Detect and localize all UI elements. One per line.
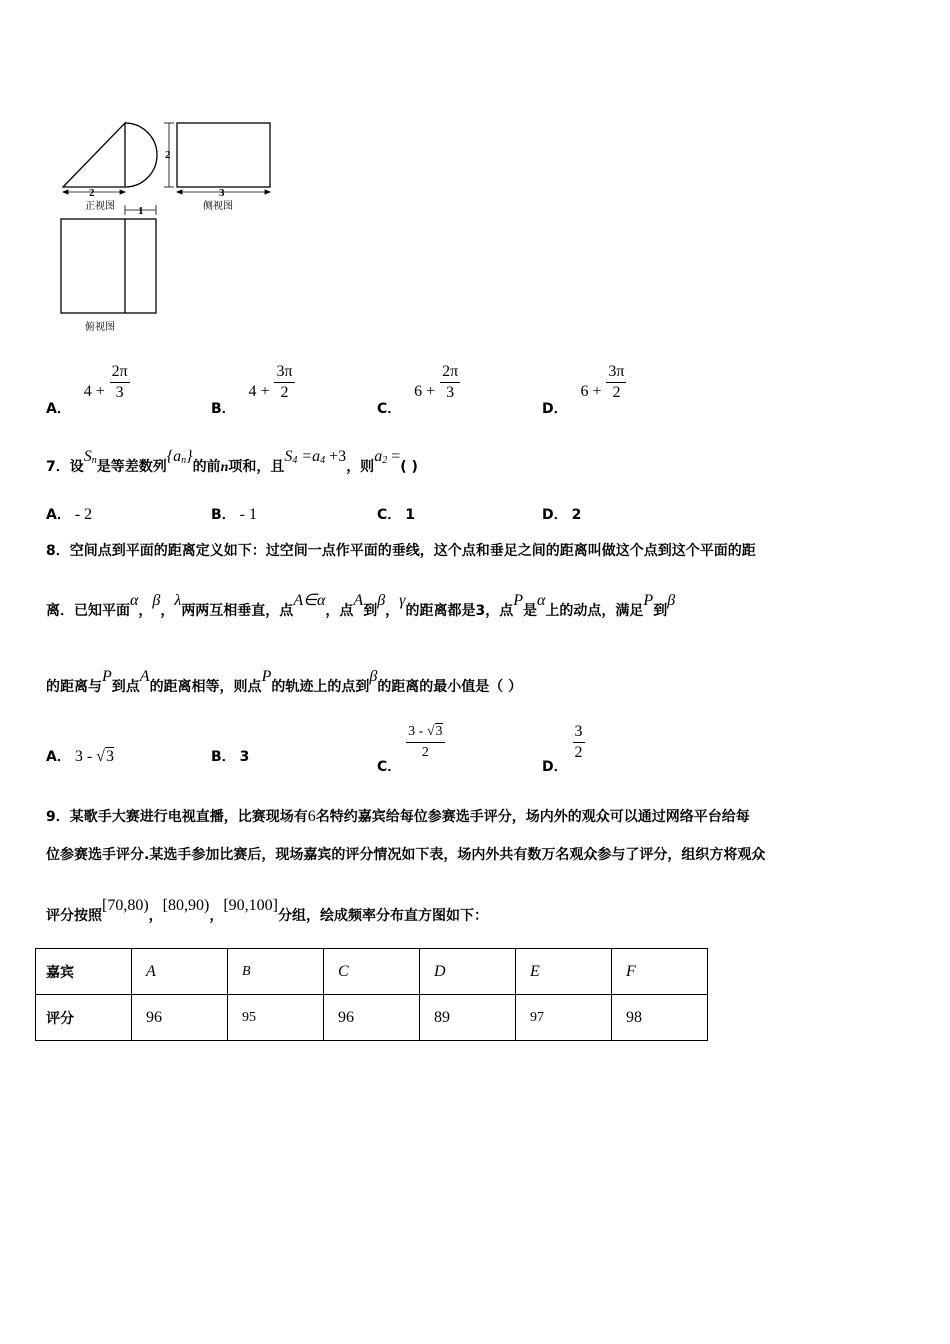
front-width-label: 2 — [89, 187, 95, 199]
option-letter: D． — [542, 507, 568, 523]
math-sub: n — [181, 455, 187, 466]
table-cell: 96 — [324, 995, 420, 1041]
option-letter: A． — [46, 507, 71, 523]
q8-option-a[interactable] — [46, 746, 114, 766]
text: ， — [160, 603, 175, 619]
text: 项和，且 — [228, 459, 285, 475]
table-cell: 97 — [516, 995, 612, 1041]
q8-line-3 — [46, 668, 523, 696]
option-letter: B． — [211, 749, 236, 765]
table-cell: 89 — [420, 995, 516, 1041]
math-n: n — [220, 460, 229, 475]
math-P: P — [513, 592, 524, 609]
math-equation — [284, 448, 346, 465]
fraction-num: 3π — [274, 362, 294, 383]
side-width-label: 3 — [219, 187, 225, 199]
fraction-num: 2π — [110, 362, 130, 383]
fraction-den: 2 — [574, 744, 583, 761]
fraction-den: 3 — [446, 384, 455, 401]
text: 的前 — [192, 459, 221, 475]
table-row-scores — [36, 995, 708, 1041]
math-an: {an} — [166, 448, 193, 466]
q8-option-d[interactable] — [542, 722, 585, 775]
math-symbol: = — [387, 448, 401, 465]
q6-option-b[interactable] — [211, 362, 295, 417]
text: ， — [138, 603, 153, 619]
table-cell: 96 — [132, 995, 228, 1041]
math-alpha: α — [130, 592, 139, 609]
table-cell: D — [420, 949, 516, 995]
q8-line-2 — [46, 592, 676, 620]
text: 是等差数列 — [96, 459, 167, 475]
table-cell: B — [228, 949, 324, 995]
fraction-num: 3 - √3 — [406, 722, 444, 743]
q7-option-a[interactable] — [46, 504, 92, 524]
text: 分组，绘成频率分布直方图如下： — [277, 908, 488, 924]
option-int: 6 + — [580, 382, 602, 400]
math-P: P — [102, 668, 112, 685]
q7-option-b[interactable] — [211, 504, 257, 524]
fraction-den: 2 — [280, 384, 289, 401]
option-value: 3 - — [74, 748, 93, 765]
option-letter: B． — [211, 400, 236, 417]
option-letter: A． — [46, 749, 71, 765]
math-P: P — [643, 592, 654, 609]
math-gamma: γ — [399, 592, 406, 609]
text: 离．已知平面 — [46, 603, 130, 619]
math-A: A — [139, 668, 150, 685]
math-alpha: α — [537, 592, 546, 609]
q7-option-c[interactable] — [377, 504, 415, 524]
fraction-num-text: 3 - — [408, 724, 424, 739]
option-letter: C． — [377, 400, 402, 417]
three-view-figure — [55, 110, 275, 340]
option-fraction — [606, 362, 626, 403]
text: ，则 — [346, 459, 375, 475]
text: ， — [385, 603, 400, 619]
math-lambda: λ — [174, 592, 182, 609]
math-symbol: S — [284, 448, 293, 465]
option-fraction — [110, 362, 130, 403]
math-beta: β — [667, 592, 676, 609]
text: 评分按照 — [46, 908, 102, 924]
text: 到 — [653, 603, 668, 619]
front-view — [63, 123, 157, 187]
text: 是 — [523, 603, 538, 619]
fraction-den: 3 — [115, 384, 124, 401]
math-symbol: =a — [297, 448, 321, 465]
table-cell: C — [324, 949, 420, 995]
q9-line-3 — [46, 897, 488, 925]
fraction-den: 2 — [612, 384, 621, 401]
math-sub: 4 — [320, 455, 326, 466]
math-interval-2: [80,90) — [162, 897, 210, 914]
fraction-num: 3 — [573, 722, 585, 743]
front-caption: 正视图 — [85, 201, 115, 212]
text: ( ) — [400, 459, 418, 475]
top-width-label: 1 — [138, 205, 144, 217]
top-caption: 俯视图 — [85, 322, 115, 333]
option-value: - 1 — [239, 506, 257, 523]
table-cell: E — [516, 949, 612, 995]
math-beta: β — [369, 668, 378, 685]
q9-line-2: 位参赛选手评分.某选手参加比赛后，现场嘉宾的评分情况如下表，场内外共有数万名观众参与了评分，组织方将观众 — [46, 847, 766, 863]
text: 的距离的最小值是（ ） — [377, 679, 523, 695]
math-symbol: +3 — [325, 448, 347, 465]
option-fraction — [406, 722, 444, 763]
table-cell: A — [132, 949, 228, 995]
math-beta: β — [152, 592, 161, 609]
math-interval-1: [70,80) — [102, 897, 149, 914]
text: 两两互相垂直，点 — [181, 603, 294, 619]
table-cell: F — [612, 949, 708, 995]
option-letter: C． — [377, 758, 402, 775]
text: 9．某歌手大赛进行电视直播，比赛现场有 — [46, 809, 308, 825]
math-sub: 4 — [292, 455, 298, 466]
math-sub: n — [91, 455, 97, 466]
q8-line-1: 8．空间点到平面的距离定义如下：过空间一点作平面的垂线，这个点和垂足之间的距离叫做这个点到这个平面的距 — [46, 543, 756, 559]
option-int: 4 + — [248, 382, 270, 400]
text: 的轨迹上的点到 — [271, 679, 370, 695]
q7-option-d[interactable] — [542, 504, 581, 524]
guest-score-table — [35, 948, 708, 1041]
text: 7．设 — [46, 459, 84, 475]
q6-option-c[interactable] — [377, 362, 460, 417]
text: 到 — [363, 603, 378, 619]
q6-option-d[interactable] — [542, 362, 626, 417]
option-letter: D． — [542, 400, 568, 417]
text: ，点 — [325, 603, 354, 619]
math-symbol: S — [83, 448, 92, 465]
text: 的距离与 — [46, 679, 102, 695]
option-fraction — [573, 722, 585, 763]
sqrt-radicand: 3 — [105, 748, 114, 765]
table-cell: 98 — [612, 995, 708, 1041]
fraction-den: 2 — [421, 745, 429, 760]
height-label: 2 — [165, 149, 171, 161]
text: ， — [148, 908, 163, 924]
text: ， — [209, 908, 224, 924]
option-int: 6 + — [414, 382, 436, 400]
math-Sn — [84, 448, 97, 465]
math-a-in-alpha: A∈α — [293, 592, 326, 609]
q7-stem — [46, 448, 418, 476]
q6-option-a[interactable] — [46, 362, 130, 417]
q8-option-b[interactable] — [211, 746, 249, 766]
option-value: 2 — [571, 507, 582, 523]
text: 上的动点，满足 — [545, 603, 644, 619]
math-sub: 2 — [382, 455, 388, 466]
fraction-num: 3π — [606, 362, 626, 383]
math-interval-3: [90,100] — [223, 897, 278, 914]
option-letter: D． — [542, 758, 568, 775]
math-A: A — [353, 592, 364, 609]
sqrt: √3 — [92, 748, 114, 765]
table-header-guest: 嘉宾 — [36, 949, 132, 995]
text: 的距离相等，则点 — [149, 679, 262, 695]
option-int: 4 + — [83, 382, 105, 400]
math-symbol: a — [173, 448, 182, 465]
top-view — [61, 219, 156, 313]
option-value: 3 — [239, 749, 250, 765]
text: 到点 — [111, 679, 140, 695]
q8-option-c[interactable] — [377, 722, 445, 775]
sqrt-radicand: 3 — [435, 724, 443, 739]
table-header-score: 评分 — [36, 995, 132, 1041]
option-letter: A． — [46, 400, 71, 417]
option-value: 1 — [405, 507, 416, 523]
option-letter: C． — [377, 507, 402, 523]
table-cell: 95 — [228, 995, 324, 1041]
table-row-guests — [36, 949, 708, 995]
q9-line-1 — [46, 806, 750, 826]
fraction-num: 2π — [440, 362, 460, 383]
text: 名特约嘉宾给每位参赛选手评分，场内外的观众可以通过网络平台给每 — [315, 809, 750, 825]
option-fraction — [440, 362, 460, 403]
math-six: 6 — [307, 808, 316, 825]
math-P: P — [261, 668, 272, 685]
option-letter: B． — [211, 507, 236, 523]
side-view — [177, 123, 270, 187]
math-a2 — [374, 448, 400, 465]
option-fraction — [274, 362, 294, 403]
math-beta: β — [377, 592, 386, 609]
side-caption: 侧视图 — [203, 201, 233, 212]
text: 的距离都是3，点 — [405, 603, 514, 619]
option-value: - 2 — [74, 506, 93, 523]
math-symbol: a — [374, 448, 383, 465]
